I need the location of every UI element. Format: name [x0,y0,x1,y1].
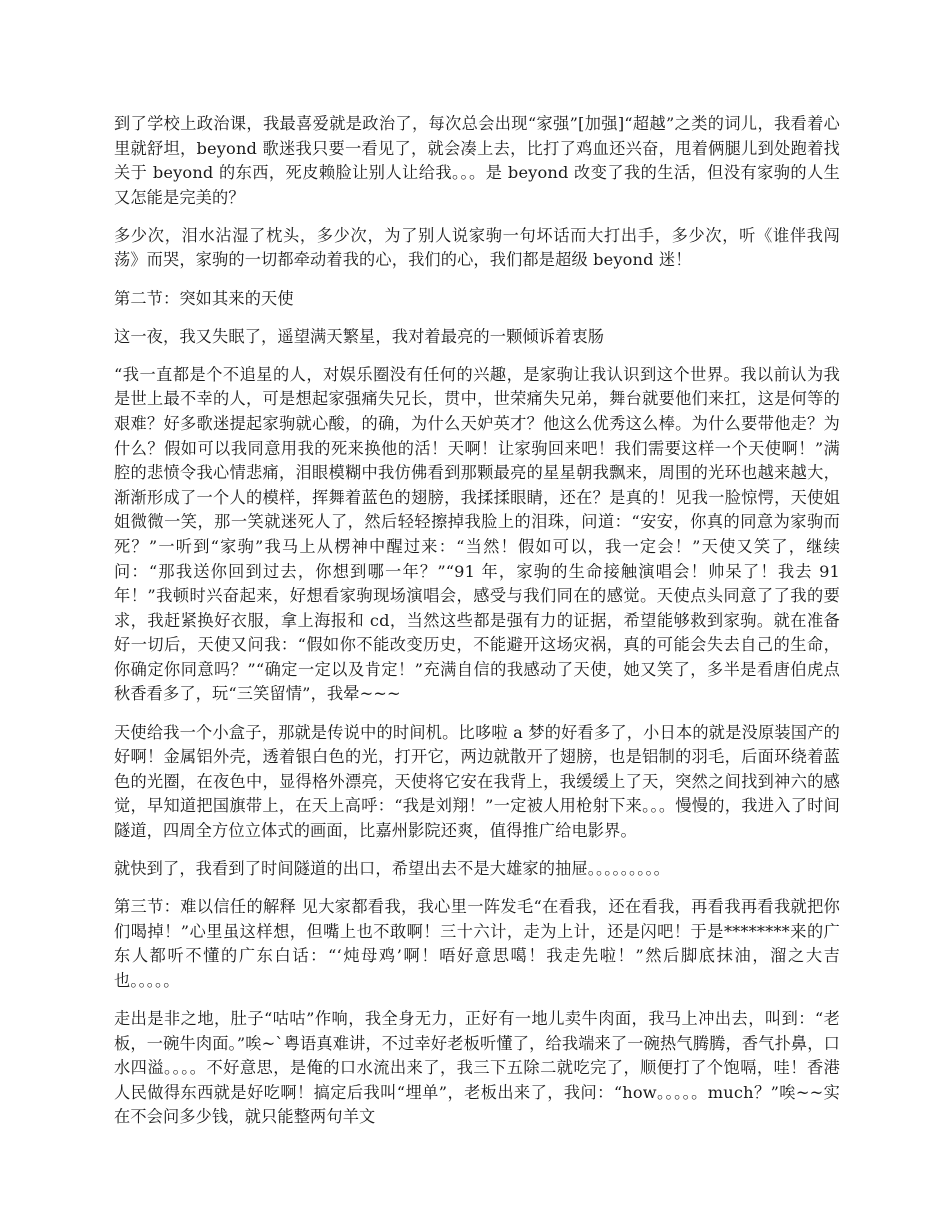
paragraph-6: 就快到了，我看到了时间隧道的出口，希望出去不是大雄家的抽屉。。。。。。。。。 [114,859,671,879]
section-heading-2: 第二节：突如其来的天使 [114,288,294,308]
paragraph-7: 第三节：难以信任的解释 见大家都看我，我心里一阵发毛“在看我，还在看我，再看我再看我就把你们喝掉！”心里虽这样想，但嘴上也不敢啊！三十六计，走为上计，还是闪吧！于是********来的广东人都听不懂的广东白话：“‘炖母鸡’啊！唔好意思噶！我走先啦！”然后脚底抹油，溜之大吉也。。。。。 [114,897,840,990]
paragraph-3: 这一夜，我又失眠了，遥望满天繁星，我对着最亮的一颗倾诉着衷肠 [114,326,605,346]
paragraph-5: 天使给我一个小盒子，那就是传说中的时间机。比哆啦 a 梦的好看多了，小日本的就是没原装国产的好啊！金属铝外壳，透着银白色的光，打开它，两边就散开了翅膀，也是铝制的羽毛，后面环绕着蓝色的光圈，在夜色中，显得格外漂亮，天使将它安在我背上，我缓缓上了天，突然之间找到神六的感觉，早知道把国旗带上，在天上高呼：“我是刘翔！”一定被人用枪射下来。。。慢慢的，我进入了时间隧道，四周全方位立体式的画面，比嘉州影院还爽，值得推广给电影界。 [114,722,840,840]
paragraph-1: 到了学校上政治课，我最喜爱就是政治了，每次总会出现“家强”[加强]“超越”之类的词儿，我看着心里就舒坦，beyond 歌迷我只要一看见了，就会凑上去，比打了鸡血还兴奋，甩着俩腿儿到处跑着找关于 beyond 的东西，死皮赖脸让别人让给我。。。是 beyond 改变了我的生活，但没有家驹的人生又怎能是完美的？ [114,114,840,207]
paragraph-2: 多少次，泪水沾湿了枕头，多少次，为了别人说家驹一句坏话而大打出手，多少次，听《谁伴我闯荡》而哭，家驹的一切都牵动着我的心，我们的心，我们都是超级 beyond 迷！ [114,225,840,270]
paragraph-4: “我一直都是个不追星的人，对娱乐圈没有任何的兴趣，是家驹让我认识到这个世界。我以前认为我是世上最不幸的人，可是想起家强痛失兄长，贯中，世荣痛失兄弟，舞台就要他们来扛，这是何等的艰难？好多歌迷提起家驹就心酸，的确，为什么天妒英才？他这么优秀这么棒。为什么要带他走？为什么？假如可以我同意用我的死来换他的活！天啊！让家驹回来吧！我们需要这样一个天使啊！”满腔的悲愤令我心情悲痛，泪眼模糊中我仿佛看到那颗最亮的星星朝我飘来，周围的光环也越来越大，渐渐形成了一个人的模样，挥舞着蓝色的翅膀，我揉揉眼睛，还在？是真的！见我一脸惊愕，天使姐姐微微一笑，那一笑就迷死人了，然后轻轻擦掉我脸上的泪珠，问道：“安安，你真的同意为家驹而死？”一听到“家驹”我马上从楞神中醒过来：“当然！假如可以，我一定会！”天使又笑了，继续问：“那我送你回到过去，你想到哪一年？”“91 年，家驹的生命接触演唱会！帅呆了！我去 91 年！”我顿时兴奋起来，好想看家驹现场演唱会，感受与我们同在的感觉。天使点头同意了了我的要求，我赶紧换好衣服，拿上海报和 cd，当然这些都是强有力的证据，希望能够救到家驹。就在准备好一切后，天使又问我：“假如你不能改变历史，不能避开这场灾祸，真的可能会失去自己的生命，你确定你同意吗？”“确定一定以及肯定！”充满自信的我感动了天使，她又笑了，多半是看唐伯虎点秋香看多了，玩“三笑留情”，我晕~~~ [114,364,840,704]
paragraph-8: 走出是非之地，肚子“咕咕”作响，我全身无力，正好有一地儿卖牛肉面，我马上冲出去，叫到：“老板，一碗牛肉面。”唉~`粤语真难讲，不过幸好老板听懂了，给我端来了一碗热气腾腾，香气扑鼻，口水四溢。。。。不好意思，是俺的口水流出来了，我三下五除二就吃完了，顺便打了个饱嗝，哇！香港人民做得东西就是好吃啊！搞定后我叫“埋单”，老板出来了，我问：“how。。。。。much？”唉~~实在不会问多少钱，就只能整两句羊文 [114,1009,840,1127]
